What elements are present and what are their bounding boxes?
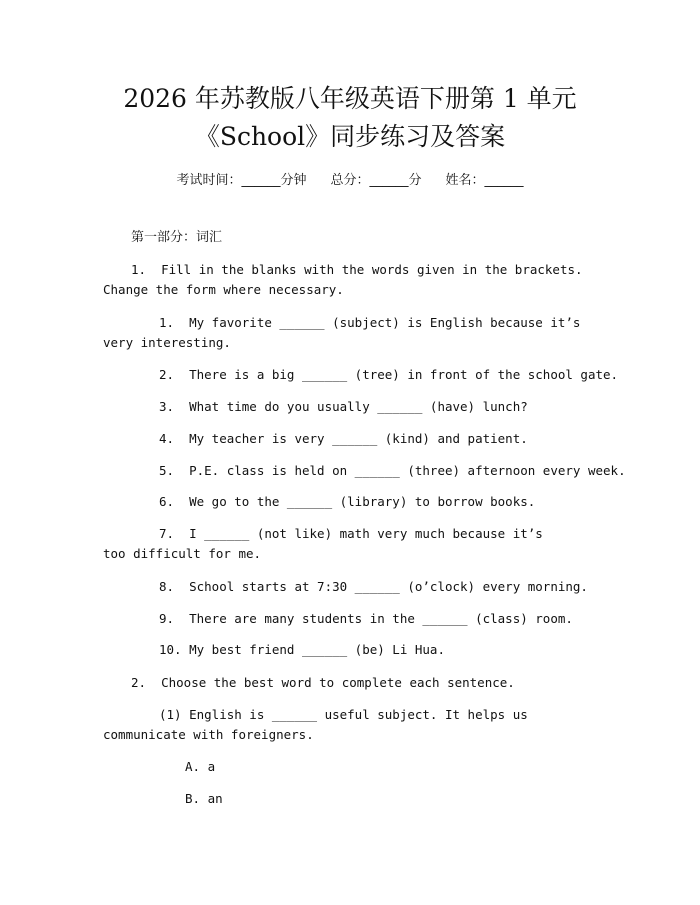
exam-info-bar (0, 169, 700, 188)
question-1-item-4: 4. My teacher is very ______ (kind) and patient. (159, 431, 528, 446)
question-1-item-7: 7. I ______ (not like) math very much because it’s too difficult for me. (103, 526, 551, 561)
section-heading: 第一部分：词汇 (131, 230, 223, 245)
question-1-item-3: 3. What time do you usually ______ (have) lunch? (159, 399, 528, 414)
question-2-prompt: 2. Choose the best word to complete each sentence. (131, 675, 515, 690)
exam-score-field: 总分：______分 (330, 173, 422, 188)
question-1-item-5: 5. P.E. class is held on ______ (three) afternoon every week. (159, 463, 626, 478)
question-1-item-10: 10. My best friend ______ (be) Li Hua. (159, 642, 445, 657)
question-1-item-9: 9. There are many students in the ______ (class) room. (159, 611, 573, 626)
question-1-item-8: 8. School starts at 7:30 ______ (o’clock) every morning. (159, 579, 588, 594)
question-1-prompt: 1. Fill in the blanks with the words given in the brackets. Change the form where necessary. (103, 262, 591, 297)
exam-name-field: 姓名：______ (445, 173, 524, 188)
question-1-item-1: 1. My favorite ______ (subject) is English because it’s very interesting. (103, 315, 588, 350)
question-1-item-6: 6. We go to the ______ (library) to borrow books. (159, 494, 536, 509)
question-1-item-2: 2. There is a big ______ (tree) in front of the school gate. (159, 367, 619, 382)
document-title-line-2: 《School》同步练习及答案 (194, 122, 506, 151)
question-2-sub-1: (1) English is ______ useful subject. It helps us communicate with foreigners. (103, 707, 536, 742)
document-title-line-1: 2026 年苏教版八年级英语下册第 1 单元 (123, 84, 577, 113)
exam-time-field: 考试时间：______分钟 (176, 173, 307, 188)
option-a: A. a (185, 759, 216, 774)
option-b: B. an (185, 791, 223, 806)
